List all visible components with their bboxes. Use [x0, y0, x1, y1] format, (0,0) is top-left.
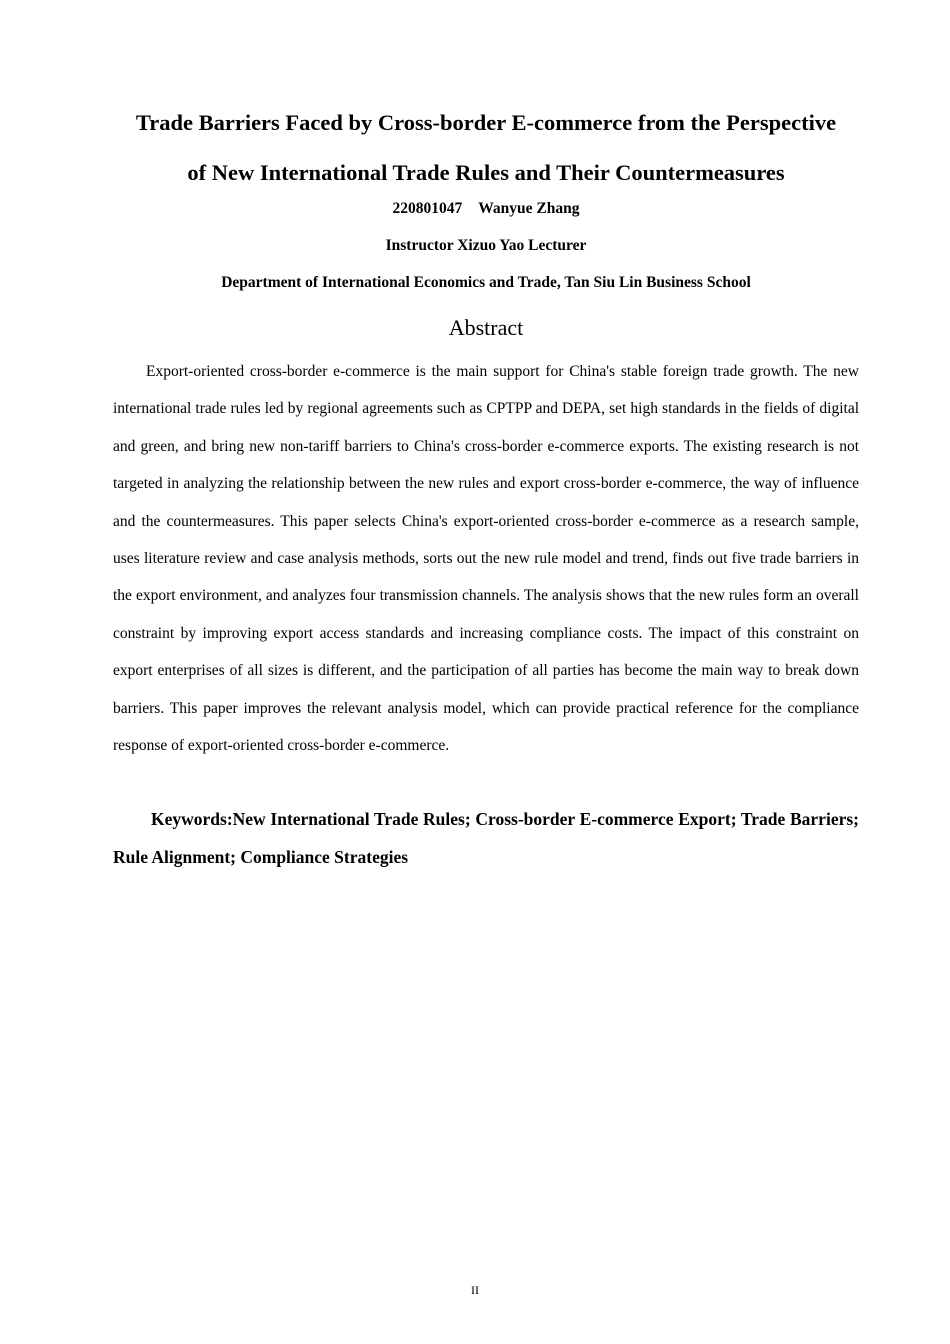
- author-line: [100, 199, 872, 219]
- abstract-heading: Abstract: [448, 315, 524, 340]
- paper-title-line-2: of New International Trade Rules and Their Countermeasures: [187, 160, 785, 185]
- keywords: Keywords:New International Trade Rules; Cross-border E-commerce Export; Trade Barriers; Rule Alignment; Compliance Strategies: [113, 809, 859, 867]
- paper-title: [100, 98, 872, 198]
- author-name: Wanyue Zhang: [478, 200, 580, 217]
- page-number: II: [471, 1283, 479, 1297]
- department-line: Department of International Economics and Trade, Tan Siu Lin Business School: [221, 274, 751, 291]
- paper-title-line-1: Trade Barriers Faced by Cross-border E-commerce from the Perspective: [135, 110, 837, 135]
- abstract-body: Export-oriented cross-border e-commerce is the main support for China's stable foreign trade growth. The new international trade rules led by regional agreements such as CPTPP and DEPA, set high standards in the fields of digital and green, and bring new non-tariff barriers to China's cross-border e-commerce exports. The existing research is not targeted in analyzing the relationship between the new rules and export cross-border e-commerce, the way of influence and the countermeasures. This paper selects China's export-oriented cross-border e-commerce as a research sample, uses literature review and case analysis methods, sorts out the new rule model and trend, finds out five trade barriers in the export environment, and analyzes four transmission channels. The analysis shows that the new rules form an overall constraint by improving export access standards and increasing compliance costs. The impact of this constraint on export enterprises of all sizes is different, and the participation of all parties has become the main way to break down barriers. This paper improves the relevant analysis model, which can provide practical reference for the compliance response of export-oriented cross-border e-commerce.: [113, 363, 859, 755]
- instructor-line: Instructor Xizuo Yao Lecturer: [385, 237, 587, 254]
- student-id: 220801047: [392, 200, 463, 217]
